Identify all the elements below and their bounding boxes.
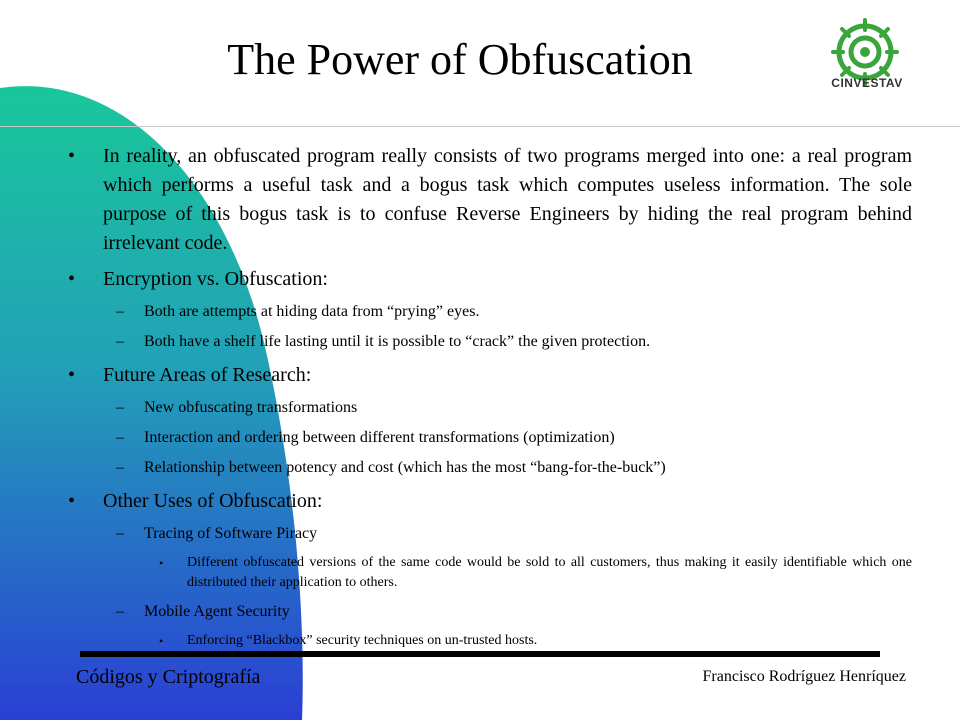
bullet-item — [60, 487, 912, 516]
dash-marker: – — [116, 399, 124, 416]
sub-bullet-text: Tracing of Software Piracy — [144, 525, 318, 542]
footer-author-name: Francisco Rodríguez Henríquez — [702, 668, 906, 685]
dash-marker: – — [116, 333, 124, 350]
sub-bullet-text: Both are attempts at hiding data from “prying” eyes. — [144, 303, 480, 320]
logo-label: CINVESTAV — [831, 76, 903, 90]
bullet-text: Other Uses of Obfuscation: — [103, 490, 323, 512]
sub-bullet-item — [60, 523, 912, 545]
sub-bullet-text: Interaction and ordering between different transformations (optimization) — [144, 429, 615, 446]
sub-sub-bullet-item — [60, 553, 912, 593]
bullet-marker: • — [159, 556, 164, 570]
bullet-text: Encryption vs. Obfuscation: — [103, 268, 328, 290]
bullet-marker: • — [68, 268, 76, 290]
bullet-item — [60, 142, 912, 258]
slide-title: The Power of Obfuscation — [227, 35, 693, 84]
bullet-marker: • — [68, 364, 76, 386]
bullet-marker: • — [159, 634, 164, 648]
bullet-marker: • — [68, 145, 76, 167]
sub-sub-bullet-text: Enforcing “Blackbox” security techniques on un-trusted hosts. — [187, 633, 538, 648]
bullet-list — [60, 142, 912, 659]
sub-bullet-item — [60, 331, 912, 353]
sub-bullet-text: New obfuscating transformations — [144, 399, 358, 416]
sub-bullet-item — [60, 427, 912, 449]
bullet-item — [60, 265, 912, 294]
bullet-text: Future Areas of Research: — [103, 364, 312, 386]
footer-course-name: Códigos y Criptografía — [76, 666, 261, 688]
dash-marker: – — [116, 603, 124, 620]
sub-bullet-item — [60, 601, 912, 623]
sub-sub-bullet-text: Different obfuscated versions of the same code would be sold to all customers, thus making it easily identifiable which one distributed their application to others. — [187, 555, 912, 590]
bullet-item — [60, 361, 912, 390]
dash-marker: – — [116, 525, 124, 542]
dash-marker: – — [116, 459, 124, 476]
sub-bullet-text: Both have a shelf life lasting until it is possible to “crack” the given protection. — [144, 333, 651, 350]
sub-bullet-item — [60, 397, 912, 419]
dash-marker: – — [116, 303, 124, 320]
sub-bullet-item — [60, 457, 912, 479]
dash-marker: – — [116, 429, 124, 446]
bullet-marker: • — [68, 490, 76, 512]
sub-bullet-text: Relationship between potency and cost (which has the most “bang-for-the-buck”) — [144, 459, 666, 476]
sub-bullet-text: Mobile Agent Security — [144, 603, 290, 620]
title-divider — [0, 126, 960, 127]
bullet-text: In reality, an obfuscated program really consists of two programs merged into one: a real program which performs a useful task and a bogus task which computes useless information. The sole purpose of this bogus task is to confuse Reverse Engineers by hiding the real program behind irrelevant code. — [103, 145, 912, 254]
sub-bullet-item — [60, 301, 912, 323]
sub-sub-bullet-item — [60, 631, 912, 651]
footer-divider — [80, 651, 880, 657]
